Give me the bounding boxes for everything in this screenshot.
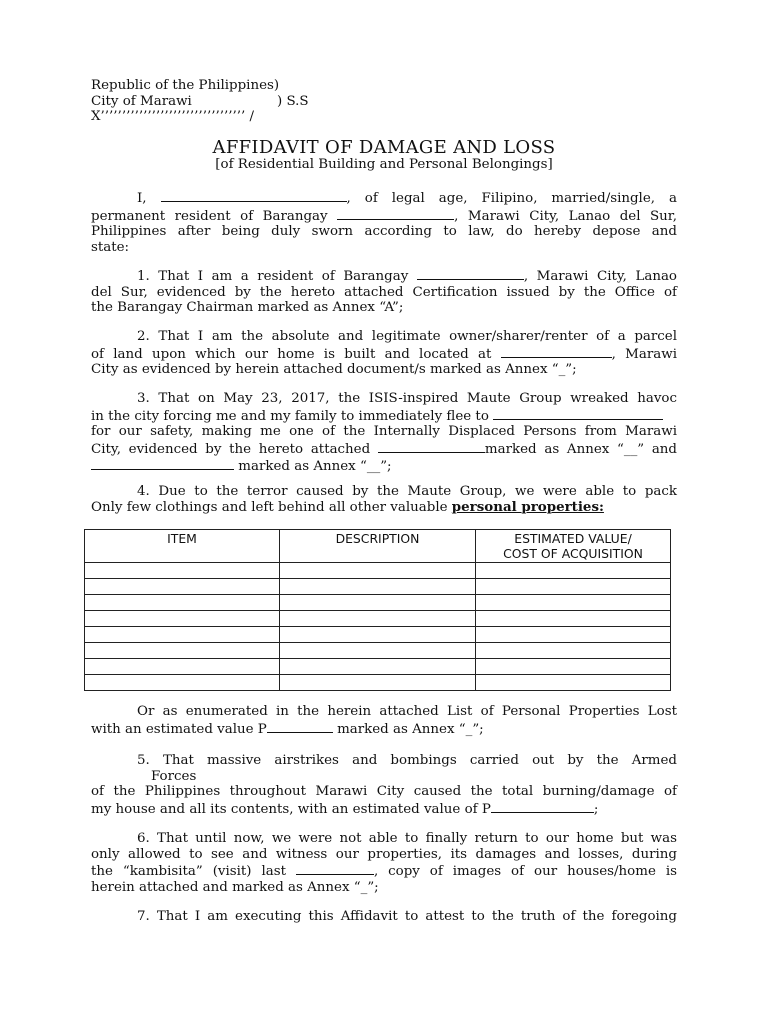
table-row <box>85 595 671 611</box>
table-row <box>85 675 671 691</box>
paragraph-2: 2. That I am the absolute and legitimate owner/sharer/renter of a parcel of land upon which our home is built and located at , Marawi City as evidenced by herein attached document/s marked as Annex “_”; <box>91 329 677 378</box>
jurisdiction-city: City of Marawi ) S.S <box>91 94 309 109</box>
column-header-estimated-value: ESTIMATED VALUE/ COST OF ACQUISITION <box>476 530 671 563</box>
document-blank <box>378 440 485 453</box>
visit-date-blank <box>296 862 374 875</box>
personal-properties-table <box>84 529 671 691</box>
jurisdiction-x-line: X’’’’’’’’’’’’’’’’’’’’’’’’’’’’’’’’’’ / <box>91 109 255 124</box>
table-row <box>85 627 671 643</box>
paragraph-3: 3. That on May 23, 2017, the ISIS-inspired Maute Group wreaked havoc in the city forcing me and my family to immediately flee to for our safety, making me one of the Internally Displaced Persons from Marawi City, evidenced by the hereto attached marked as Annex “__” and marked as Annex “__”; <box>91 391 678 475</box>
column-header-item: ITEM <box>85 530 280 563</box>
jurisdiction-republic: Republic of the Philippines) <box>91 78 280 93</box>
paragraph-7: 7. That I am executing this Affidavit to attest to the truth of the foregoing <box>137 909 677 924</box>
barangay-blank <box>417 267 524 280</box>
intro-paragraph <box>91 189 677 255</box>
document-title: AFFIDAVIT OF DAMAGE AND LOSS <box>212 137 556 158</box>
column-header-description: DESCRIPTION <box>280 530 476 563</box>
table-row <box>85 563 671 579</box>
paragraph-6: 6. That until now, we were not able to finally return to our home but was only allowed to see and witness our properties, its damages and losses, during the “kambisita” (visit) last , copy of images of our houses/home is herein attached and marked as Annex “_”; <box>91 831 677 895</box>
estimated-value-blank <box>267 720 333 733</box>
paragraph-4: 4. Due to the terror caused by the Maute Group, we were able to pack Only few clothings and left behind all other valuable personal properties: <box>91 484 677 515</box>
paragraph-5: 5. That massive airstrikes and bombings carried out by the Armed Forces of the Philippines throughout Marawi City caused the total burning/damage of my house and all its contents, with an estimated value of P ; <box>91 753 677 817</box>
intro-line: I, , of legal age, Filipino, married/single, a <box>137 191 677 206</box>
barangay-blank <box>337 207 454 220</box>
name-blank <box>161 189 347 202</box>
location-blank <box>501 345 612 358</box>
table-row <box>85 611 671 627</box>
intro-line: permanent resident of Barangay , Marawi City, Lanao del Sur, <box>91 208 677 224</box>
intro-line: state: <box>91 239 130 255</box>
enumeration-paragraph: Or as enumerated in the herein attached List of Personal Properties Lost with an estimated value P marked as Annex “_”; <box>91 704 677 737</box>
table-row <box>85 659 671 675</box>
intro-line: Philippines after being duly sworn according to law, do hereby depose and <box>91 224 677 240</box>
document-blank <box>91 457 234 470</box>
estimated-value-blank <box>491 800 594 813</box>
table-row <box>85 643 671 659</box>
personal-properties-heading: personal properties: <box>451 498 604 515</box>
document-subtitle: [of Residential Building and Personal Belongings] <box>215 157 553 172</box>
table-header-row <box>85 530 671 563</box>
destination-blank <box>493 407 663 420</box>
table-row <box>85 579 671 595</box>
paragraph-1: 1. That I am a resident of Barangay , Marawi City, Lanao del Sur, evidenced by the hereto attached Certification issued by the Office of the Barangay Chairman marked as Annex “A”; <box>91 269 677 316</box>
